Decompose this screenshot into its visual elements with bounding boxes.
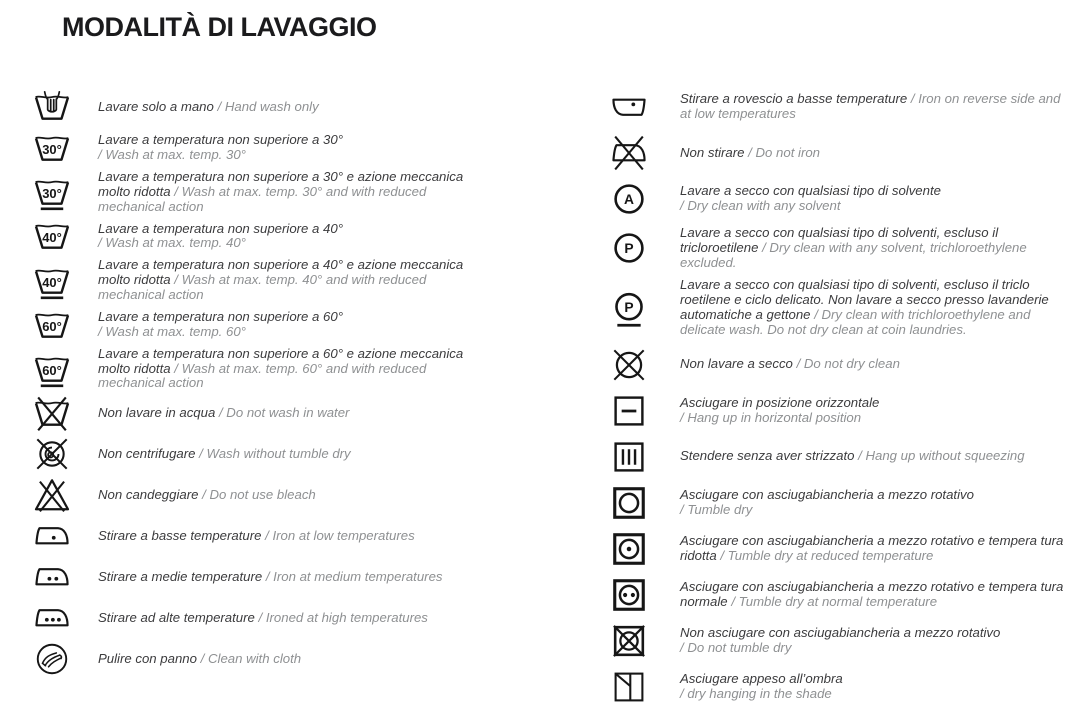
- svg-text:40°: 40°: [42, 274, 62, 290]
- care-row-text: [680, 672, 1065, 702]
- care-row-text: [680, 488, 1065, 518]
- care-row-text: [680, 626, 1065, 656]
- italian-label: Non stirare: [680, 144, 745, 160]
- drip-dry-icon: [610, 438, 654, 476]
- care-row: [610, 226, 1070, 270]
- care-row: [33, 435, 553, 473]
- english-label: / Wash at max. temp. 60° and with reduced mechanical action: [98, 360, 427, 391]
- iron-medium-icon: [33, 558, 77, 596]
- tumble-dry-low-icon: [610, 530, 654, 568]
- care-row-text: [680, 396, 1065, 426]
- italian-label: Pulire con panno: [98, 650, 197, 666]
- english-label: / Wash at max. temp. 60°: [98, 323, 246, 339]
- care-row: [33, 640, 553, 678]
- english-label: / Tumble dry at normal temperature: [731, 593, 938, 609]
- no-wash-icon: [33, 394, 77, 432]
- italian-label: Lavare a temperatura non superiore a 40°: [98, 220, 343, 236]
- english-label: / Iron at low temperatures: [265, 527, 415, 543]
- care-row-text: [98, 222, 496, 252]
- english-label: / Dry clean with trichloroethylene and delicate wash. Do not dry clean at coin laundries.: [680, 306, 1031, 337]
- wash-60-reduced-icon: [33, 350, 77, 388]
- svg-text:P: P: [624, 240, 634, 257]
- tumble-dry-normal-icon: [610, 576, 654, 614]
- wash-40-icon: [33, 217, 77, 255]
- page-title: MODALITÀ DI LAVAGGIO: [62, 12, 377, 42]
- english-label: / Clean with cloth: [200, 650, 302, 666]
- care-row: [610, 278, 1070, 337]
- care-row-text: [680, 226, 1065, 270]
- english-label: / Tumble dry at reduced temperature: [720, 547, 934, 563]
- english-label: / Do not dry clean: [796, 356, 900, 372]
- no-tumble-dry-icon: [610, 622, 654, 660]
- care-row: [610, 668, 1070, 706]
- english-label: / Dry clean with any solvent, trichloroethylene excluded.: [680, 239, 1027, 270]
- care-row: [33, 599, 553, 637]
- care-row-text: [98, 133, 496, 163]
- italian-label: Lavare solo a mano: [98, 98, 214, 114]
- care-row-text: [98, 652, 496, 667]
- no-spin-icon: [33, 435, 77, 473]
- care-column-left: [33, 88, 553, 681]
- italian-label: Asciugare appeso all’ombra: [680, 670, 843, 686]
- care-row: [33, 476, 553, 514]
- wash-40-reduced-icon: [33, 262, 77, 300]
- english-label: / Hand wash only: [217, 98, 319, 114]
- english-label: / Wash at max. temp. 30°: [98, 147, 246, 162]
- italian-label: Stirare a medie temperature: [98, 568, 263, 584]
- care-row: [610, 134, 1070, 172]
- english-label: / Do not wash in water: [218, 404, 350, 420]
- italian-label: Asciugare con asciugabiancheria a mezzo rotativo e tempera tura normale: [680, 578, 1064, 609]
- care-row-text: [680, 184, 1065, 214]
- italian-label: Non centrifugare: [98, 445, 196, 461]
- care-row: [610, 484, 1070, 522]
- english-label: / Dry clean with any solvent: [680, 198, 841, 213]
- care-row-text: [98, 570, 496, 585]
- italian-label: Lavare a temperatura non superiore a 30° e azione meccanica molto ridotta: [98, 169, 464, 199]
- care-row: [33, 217, 553, 255]
- italian-label: Lavare a temperatura non superiore a 60° e azione meccanica molto ridotta: [98, 345, 464, 376]
- care-row: [33, 258, 553, 302]
- svg-text:30°: 30°: [42, 186, 62, 202]
- wash-60-icon: [33, 306, 77, 344]
- care-row: [610, 392, 1070, 430]
- english-label: / Hang up without squeezing: [858, 448, 1025, 464]
- no-iron-icon: [610, 134, 654, 172]
- care-row: [33, 347, 553, 391]
- english-label: / Hang up in horizontal position: [680, 409, 862, 425]
- care-row: [610, 622, 1070, 660]
- care-row-text: [98, 100, 496, 115]
- care-row: [33, 306, 553, 344]
- english-label: / Wash at max. temp. 40°: [98, 235, 246, 251]
- italian-label: Lavare a secco con qualsiasi tipo di solvente: [680, 183, 941, 199]
- care-row-text: [680, 534, 1065, 564]
- english-label: / Tumble dry: [680, 501, 753, 517]
- italian-label: Non asciugare con asciugabiancheria a mezzo rotativo: [680, 624, 1001, 640]
- care-row: [610, 438, 1070, 476]
- care-row-text: [98, 488, 496, 503]
- english-label: / Iron at medium temperatures: [265, 568, 443, 584]
- italian-label: Asciugare con asciugabiancheria a mezzo rotativo e tempera tura ridotta: [680, 532, 1064, 563]
- care-row: [33, 558, 553, 596]
- wash-30-reduced-icon: [33, 173, 77, 211]
- italian-label: Non candeggiare: [98, 486, 199, 502]
- care-row: [610, 346, 1070, 384]
- english-label: / Ironed at high temperatures: [258, 609, 428, 625]
- italian-label: Lavare a temperatura non superiore a 30°: [98, 132, 343, 148]
- english-label: / Do not use bleach: [202, 486, 316, 502]
- italian-label: Non lavare a secco: [680, 356, 793, 372]
- care-row: [33, 394, 553, 432]
- dry-clean-a-icon: [610, 180, 654, 218]
- english-label: / Do not iron: [748, 144, 821, 160]
- clean-with-cloth-icon: [33, 640, 77, 678]
- no-bleach-icon: [33, 476, 77, 514]
- english-label: / Wash at max. temp. 30° and with reduced mechanical action: [98, 183, 427, 214]
- wash-30-icon: [33, 129, 77, 167]
- care-row-text: [680, 357, 1065, 372]
- care-row-text: [680, 449, 1065, 464]
- care-row-text: [680, 92, 1065, 122]
- care-row-text: [98, 611, 496, 626]
- care-row-text: [98, 406, 496, 421]
- hand-wash-icon: [33, 88, 77, 126]
- care-row: [610, 88, 1070, 126]
- iron-low-icon: [33, 517, 77, 555]
- care-row-text: [680, 580, 1065, 610]
- dry-clean-p-icon: [610, 229, 654, 267]
- italian-label: Stirare ad alte temperature: [98, 609, 255, 625]
- care-row: [33, 129, 553, 167]
- english-label: / Wash at max. temp. 40° and with reduced mechanical action: [98, 272, 427, 302]
- italian-label: Lavare a secco con qualsiasi tipo di solventi, escluso il tricloroetilene: [680, 225, 999, 255]
- svg-text:30°: 30°: [42, 142, 62, 158]
- iron-high-icon: [33, 599, 77, 637]
- care-row-text: [98, 258, 496, 302]
- care-row-text: [98, 529, 496, 544]
- svg-text:P: P: [624, 298, 634, 315]
- care-row-text: [680, 278, 1065, 337]
- italian-label: Lavare a temperatura non superiore a 60°: [98, 308, 343, 324]
- care-row-text: [98, 170, 496, 214]
- care-row: [33, 88, 553, 126]
- italian-label: Asciugare con asciugabiancheria a mezzo rotativo: [680, 486, 974, 502]
- english-label: / Iron on reverse side and at low temperatures: [680, 91, 1061, 121]
- dry-clean-p-delicate-icon: [610, 289, 654, 327]
- italian-label: Asciugare in posizione orizzontale: [680, 394, 880, 410]
- svg-text:40°: 40°: [42, 230, 62, 246]
- care-row: [33, 517, 553, 555]
- italian-label: Lavare a temperatura non superiore a 40° e azione meccanica molto ridotta: [98, 257, 464, 288]
- care-row-text: [98, 447, 496, 462]
- care-row: [610, 576, 1070, 614]
- italian-label: Stirare a rovescio a basse temperature: [680, 91, 908, 107]
- care-row: [610, 530, 1070, 568]
- iron-reverse-icon: [610, 88, 654, 126]
- svg-text:60°: 60°: [42, 363, 62, 379]
- english-label: / Do not tumble dry: [680, 639, 792, 655]
- no-dry-clean-icon: [610, 346, 654, 384]
- shade-dry-icon: [610, 668, 654, 706]
- italian-label: Lavare a secco con qualsiasi tipo di solventi, escluso il triclo roetilene e ciclo delicato. Non lavare a secco presso lavanderie automatiche a gettone: [680, 277, 1049, 322]
- english-label: / dry hanging in the shade: [680, 685, 832, 701]
- svg-text:60°: 60°: [42, 318, 62, 334]
- care-row: [33, 170, 553, 214]
- italian-label: Stirare a basse temperature: [98, 527, 262, 543]
- care-row: [610, 180, 1070, 218]
- italian-label: Non lavare in acqua: [98, 404, 216, 420]
- care-row-text: [98, 310, 496, 340]
- care-row-text: [98, 347, 496, 391]
- english-label: / Wash without tumble dry: [199, 445, 351, 461]
- care-column-right: [610, 88, 1070, 714]
- italian-label: Stendere senza aver strizzato: [680, 448, 855, 464]
- svg-text:A: A: [624, 191, 634, 208]
- care-row-text: [680, 146, 1065, 161]
- flat-dry-icon: [610, 392, 654, 430]
- tumble-dry-icon: [610, 484, 654, 522]
